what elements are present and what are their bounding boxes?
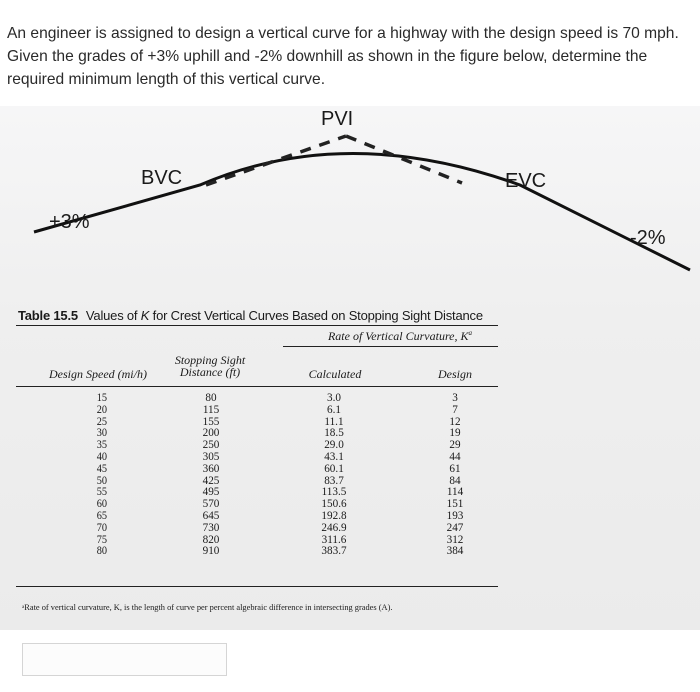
grade-left-label: +3% — [49, 211, 90, 233]
bvc-label: BVC — [141, 167, 183, 189]
table-number: Table 15.5 — [18, 308, 78, 323]
ssd-cell: 360 — [202, 462, 220, 475]
calc-cell: 192.8 — [321, 509, 347, 522]
question-text — [7, 22, 687, 91]
calc-cell: 60.1 — [324, 462, 344, 475]
design-cell: 84 — [449, 474, 461, 487]
table-title — [18, 308, 483, 323]
calc-cell: 383.7 — [321, 545, 347, 558]
design-cell: 384 — [446, 545, 464, 558]
group-header-rule — [283, 346, 498, 347]
ssd-cell: 730 — [202, 521, 220, 534]
calc-cell: 29.0 — [324, 439, 344, 452]
question-line-2: Given the grades of +3% uphill and -2% downhill as shown in the figure below, determine the — [7, 48, 648, 65]
speed-cell: 70 — [96, 521, 108, 534]
header-design-speed: Design Speed (mi/h) — [49, 367, 147, 381]
ssd-cell: 305 — [202, 450, 220, 463]
design-cell: 61 — [449, 462, 461, 475]
design-cell: 114 — [446, 486, 464, 499]
table-title-prefix: Values of — [85, 308, 141, 323]
design-cell: 44 — [449, 450, 461, 463]
table-title-k: K — [140, 308, 150, 323]
calc-cell: 311.6 — [321, 533, 347, 546]
header-design: Design — [438, 367, 472, 381]
header-calculated: Calculated — [308, 367, 362, 381]
ssd-cell: 820 — [202, 533, 220, 546]
design-cell: 193 — [446, 509, 464, 522]
column-design-k — [440, 393, 470, 558]
calc-cell: 150.6 — [321, 498, 347, 511]
design-cell: 247 — [446, 521, 464, 534]
speed-cell: 60 — [96, 498, 108, 511]
ssd-cell: 645 — [202, 509, 220, 522]
speed-cell: 55 — [96, 486, 108, 499]
table-bottom-rule — [16, 586, 498, 587]
speed-cell: 50 — [96, 474, 108, 487]
question-line-3: required minimum length of this vertical curve. — [7, 71, 326, 88]
design-cell: 29 — [449, 439, 461, 452]
ssd-cell: 570 — [202, 498, 220, 511]
speed-cell: 25 — [96, 415, 108, 428]
column-design-speed — [85, 393, 107, 558]
table-title-suffix: for Crest Vertical Curves Based on Stopping Sight Distance — [149, 308, 483, 323]
ssd-cell: 495 — [202, 486, 220, 499]
speed-cell: 30 — [96, 427, 108, 440]
ssd-cell: 115 — [202, 403, 220, 416]
column-stopping-sight-distance — [194, 393, 228, 558]
design-cell: 7 — [452, 403, 458, 416]
design-cell: 12 — [449, 415, 461, 428]
evc-label: EVC — [505, 170, 547, 192]
design-cell: 151 — [446, 498, 464, 511]
ssd-cell: 155 — [202, 415, 220, 428]
crest-curve — [34, 154, 690, 271]
speed-cell: 65 — [96, 509, 108, 522]
header-ssd-line-1: Stopping Sight — [174, 353, 246, 367]
ssd-cell: 250 — [202, 439, 220, 452]
answer-input[interactable] — [22, 643, 227, 676]
speed-cell: 40 — [96, 450, 108, 463]
calc-cell: 6.1 — [327, 403, 341, 416]
group-header-text: Rate of Vertical Curvature, K — [327, 329, 469, 343]
table-footnote: ᵃRate of vertical curvature, K, is the length of curve per percent algebraic difference in intersecting grades (A). — [22, 603, 393, 612]
calc-cell: 18.5 — [324, 427, 344, 440]
group-header-mark: a — [468, 329, 473, 337]
figure-image — [0, 106, 700, 630]
ssd-cell: 425 — [202, 474, 220, 487]
calc-cell: 43.1 — [324, 450, 344, 463]
design-cell: 19 — [449, 427, 461, 440]
speed-cell: 80 — [96, 545, 108, 558]
ssd-cell: 200 — [202, 427, 220, 440]
group-header — [310, 329, 490, 344]
calc-cell: 83.7 — [324, 474, 344, 487]
calc-cell: 3.0 — [327, 392, 341, 404]
header-bottom-rule — [16, 386, 498, 387]
calc-cell: 113.5 — [321, 486, 347, 499]
header-ssd-line-2: Distance (ft) — [179, 365, 241, 379]
question-line-1: An engineer is assigned to design a vertical curve for a highway with the design speed is 70 mph. — [7, 25, 679, 42]
speed-cell: 15 — [96, 392, 108, 404]
speed-cell: 20 — [96, 403, 108, 416]
calc-cell: 246.9 — [321, 521, 347, 534]
speed-cell: 35 — [96, 439, 108, 452]
design-cell: 3 — [452, 392, 458, 404]
ssd-cell: 80 — [205, 392, 217, 404]
speed-cell: 45 — [96, 462, 108, 475]
calc-cell: 11.1 — [324, 415, 344, 428]
column-calculated-k — [314, 393, 354, 558]
pvi-label: PVI — [321, 108, 354, 130]
speed-cell: 75 — [96, 533, 108, 546]
ssd-cell: 910 — [202, 545, 220, 558]
tangent-extension-right — [346, 136, 462, 183]
design-cell: 312 — [446, 533, 464, 546]
grade-right-label: -2% — [630, 227, 666, 249]
table-top-rule — [16, 325, 498, 326]
